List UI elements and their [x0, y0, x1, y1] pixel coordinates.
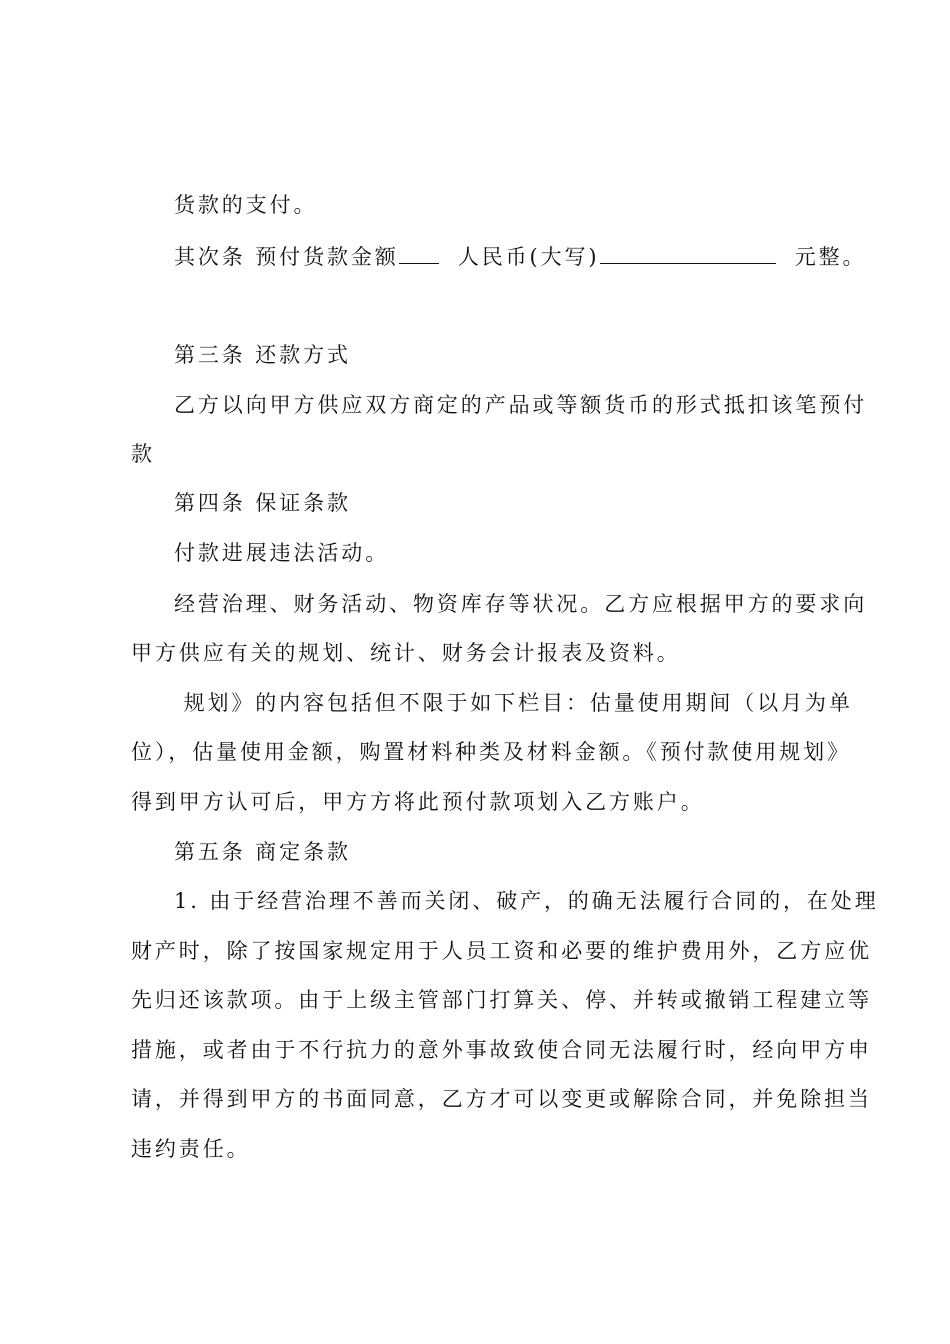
article-4-title: 第四条 保证条款 — [174, 491, 351, 515]
article-4-para-3-line-1: 规划》的内容包括但不限于如下栏目：估量使用期间（以月为单 — [174, 691, 853, 715]
article-5-item-1-line-6: 违约责任。 — [131, 1137, 251, 1161]
paragraph-payment-of-goods: 货款的支付。 — [174, 193, 318, 217]
article-4-para-2-line-1: 经营治理、财务活动、物资库存等状况。乙方应根据甲方的要求向 — [174, 592, 868, 616]
article-5-item-1-line-4: 措施，或者由于不行抗力的意外事故致使合同无法履行时，经向甲方申 — [131, 1038, 872, 1062]
article-4-para-3-line-3: 得到甲方认可后，甲方方将此预付款项划入乙方账户。 — [131, 790, 705, 814]
article-5-item-1-line-1: 1. 由于经营治理不善而关闭、破产，的确无法履行合同的，在处理 — [174, 889, 879, 913]
article-3-body-line-2: 款 — [131, 442, 155, 466]
article-5-title: 第五条 商定条款 — [174, 840, 351, 864]
yuan-label: 元整。 — [794, 245, 867, 269]
article-4-line-1: 付款进展违法活动。 — [174, 541, 390, 565]
rmb-uppercase-label: 人民币(大写) — [457, 245, 600, 269]
article-5-item-1-line-5: 请，并得到甲方的书面同意，乙方才可以变更或解除合同，并免除担当 — [131, 1087, 872, 1111]
article-4-para-3-line-2: 位），估量使用金额，购置材料种类及材料金额。《预付款使用规划》 — [131, 740, 851, 764]
amount-blank — [399, 241, 439, 264]
article-4-para-2-line-2: 甲方供应有关的规划、统计、财务会计报表及资料。 — [131, 641, 681, 665]
article-5-item-1-line-2: 财产时，除了按国家规定用于人员工资和必要的维护费用外，乙方应优 — [131, 939, 872, 963]
rmb-uppercase-blank — [600, 241, 776, 264]
article-3-title: 第三条 还款方式 — [174, 343, 351, 367]
article-5-item-1-line-3: 先归还该款项。由于上级主管部门打算关、停、并转或撤销工程建立等 — [131, 988, 872, 1012]
article-2-prepayment-amount — [174, 241, 866, 272]
article-3-body-line-1: 乙方以向甲方供应双方商定的产品或等额货币的形式抵扣该笔预付 — [174, 393, 868, 417]
article-2-label: 其次条 预付货款金额 — [174, 245, 399, 269]
